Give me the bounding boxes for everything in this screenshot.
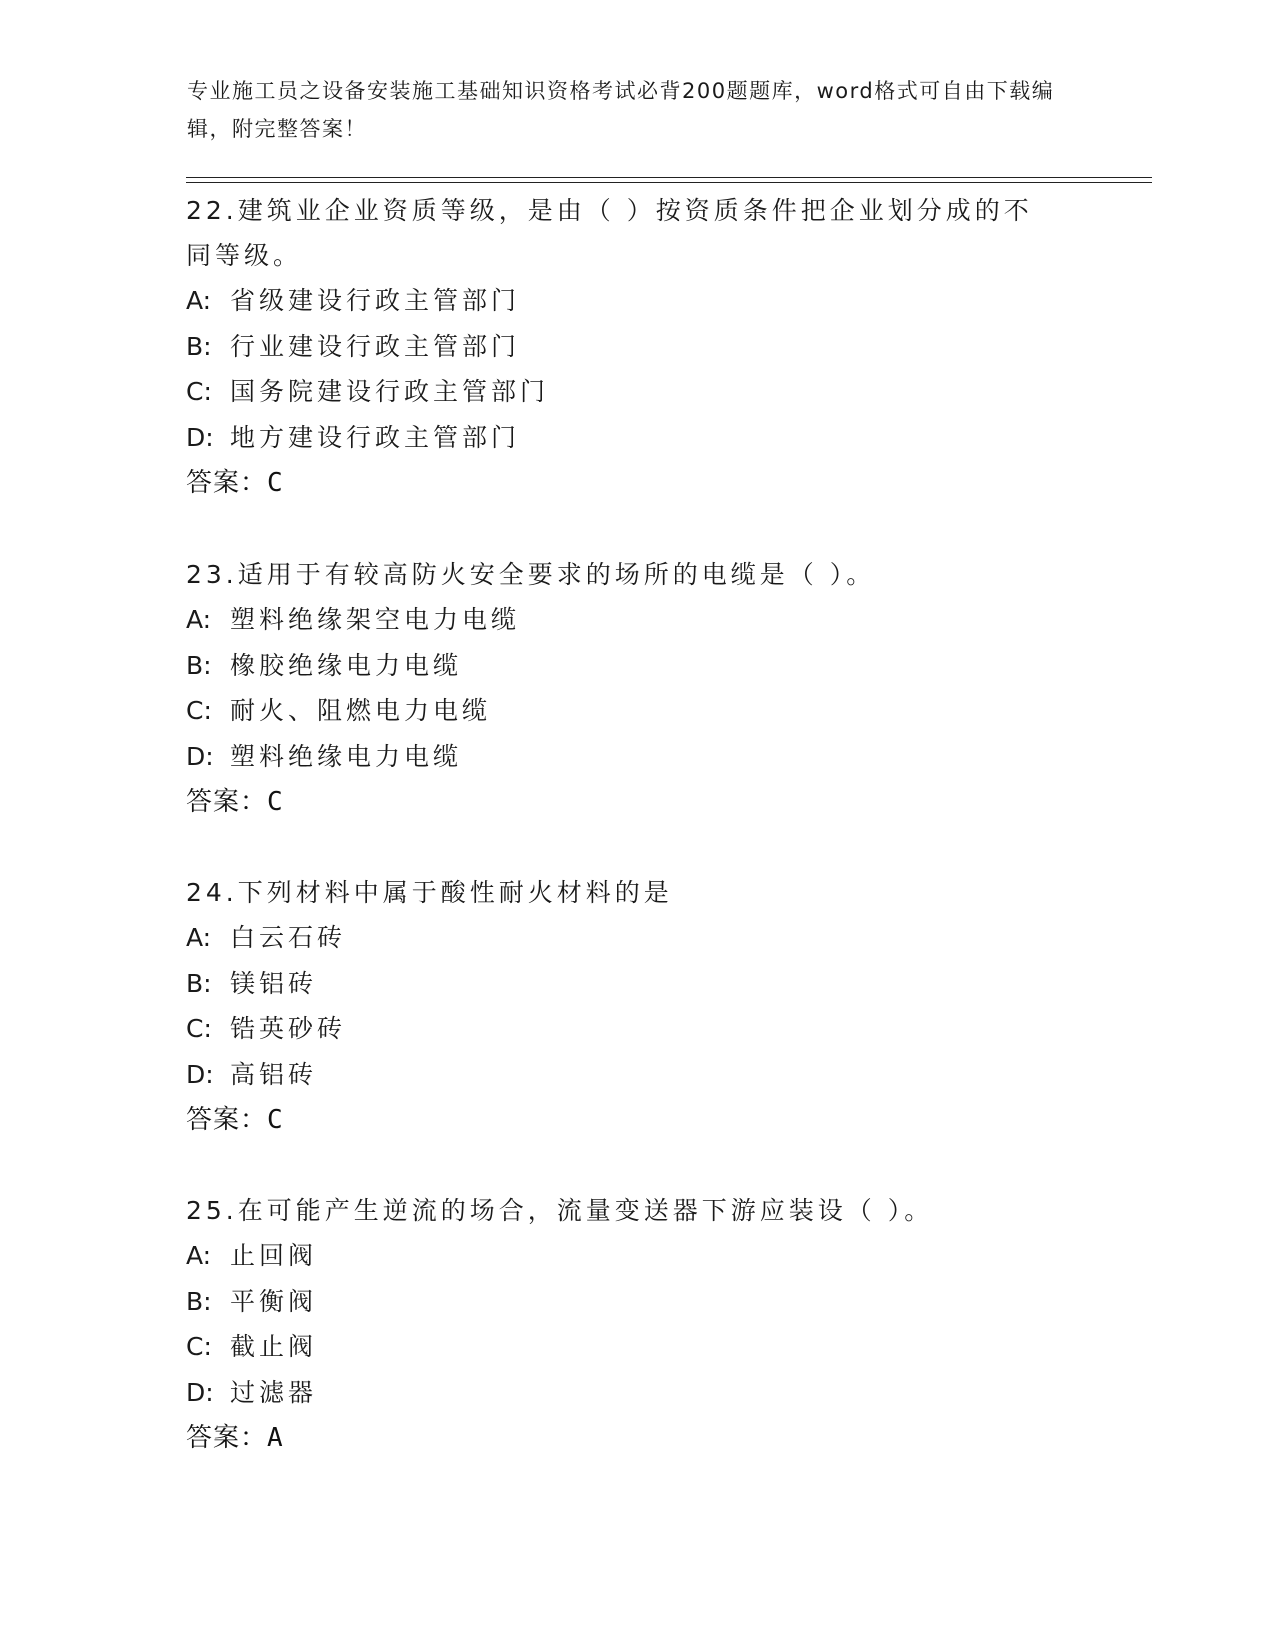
option-key: A: xyxy=(186,605,212,634)
answer-label: 答案： xyxy=(186,1105,268,1135)
option-text: 地方建设行政主管部门 xyxy=(230,422,521,452)
option-text: 平衡阀 xyxy=(230,1286,318,1316)
option-key: B: xyxy=(186,968,212,998)
option-key: C: xyxy=(186,1014,212,1043)
option-b xyxy=(186,643,1086,689)
option-d xyxy=(186,734,1086,780)
option-c xyxy=(186,688,1086,734)
option-d xyxy=(186,1052,1086,1098)
option-key: B: xyxy=(186,331,212,361)
header-divider-top xyxy=(186,177,1152,178)
answer-value: C xyxy=(267,1105,284,1135)
option-key: D: xyxy=(186,1059,214,1089)
option-text: 国务院建设行政主管部门 xyxy=(230,377,550,406)
answer-line xyxy=(186,779,1086,825)
option-text: 高铝砖 xyxy=(230,1059,318,1089)
option-key: D: xyxy=(186,1377,214,1407)
answer-value: A xyxy=(267,1423,284,1453)
question-stem: 22.建筑业企业资质等级，是由（ ）按资质条件把企业划分成的不同等级。 xyxy=(186,196,1033,270)
option-a xyxy=(186,597,1086,643)
option-text: 白云石砖 xyxy=(230,923,347,952)
option-text: 耐火、阻燃电力电缆 xyxy=(230,696,492,725)
question-stem: 24.下列材料中属于酸性耐火材料的是 xyxy=(186,878,673,907)
option-c xyxy=(186,1006,1086,1052)
option-key: B: xyxy=(186,1286,212,1316)
option-text: 塑料绝缘电力电缆 xyxy=(230,741,463,771)
header-divider-bottom xyxy=(186,182,1152,183)
option-text: 行业建设行政主管部门 xyxy=(230,331,521,361)
answer-label: 答案： xyxy=(186,468,268,498)
option-key: D: xyxy=(186,741,214,771)
option-text: 截止阀 xyxy=(230,1332,318,1361)
option-text: 止回阀 xyxy=(230,1241,318,1270)
option-a xyxy=(186,915,1086,961)
option-a xyxy=(186,1233,1086,1279)
option-key: A: xyxy=(186,923,212,952)
answer-value: C xyxy=(267,468,284,498)
option-key: C: xyxy=(186,377,212,406)
document-header: 专业施工员之设备安装施工基础知识资格考试必背200题题库，word格式可自由下载编辑，附完整答案！ xyxy=(187,79,1055,141)
option-text: 锆英砂砖 xyxy=(230,1014,347,1043)
answer-value: C xyxy=(267,787,284,817)
option-key: C: xyxy=(186,1332,212,1361)
option-key: C: xyxy=(186,696,212,725)
option-d xyxy=(186,1370,1086,1416)
option-text: 过滤器 xyxy=(230,1377,318,1407)
option-c xyxy=(186,1324,1086,1370)
option-key: A: xyxy=(186,1241,212,1270)
option-key: D: xyxy=(186,422,214,452)
answer-label: 答案： xyxy=(186,787,268,817)
question-stem: 25.在可能产生逆流的场合，流量变送器下游应装设（ ）。 xyxy=(186,1196,934,1225)
option-c xyxy=(186,369,1086,415)
option-text: 省级建设行政主管部门 xyxy=(230,286,521,315)
question-23 xyxy=(186,552,1086,825)
option-d xyxy=(186,415,1086,461)
question-22 xyxy=(186,188,1086,506)
option-a xyxy=(186,278,1086,324)
question-24 xyxy=(186,870,1086,1143)
option-b xyxy=(186,1279,1086,1325)
option-key: A: xyxy=(186,286,212,315)
answer-line xyxy=(186,1097,1086,1143)
answer-line xyxy=(186,460,1086,506)
option-text: 橡胶绝缘电力电缆 xyxy=(230,650,463,680)
option-b xyxy=(186,324,1086,370)
question-stem: 23.适用于有较高防火安全要求的场所的电缆是（ ）。 xyxy=(186,560,876,589)
answer-line xyxy=(186,1415,1086,1461)
answer-label: 答案： xyxy=(186,1423,268,1453)
option-text: 镁铝砖 xyxy=(230,968,318,998)
question-25 xyxy=(186,1188,1086,1461)
option-text: 塑料绝缘架空电力电缆 xyxy=(230,605,521,634)
option-b xyxy=(186,961,1086,1007)
option-key: B: xyxy=(186,650,212,680)
